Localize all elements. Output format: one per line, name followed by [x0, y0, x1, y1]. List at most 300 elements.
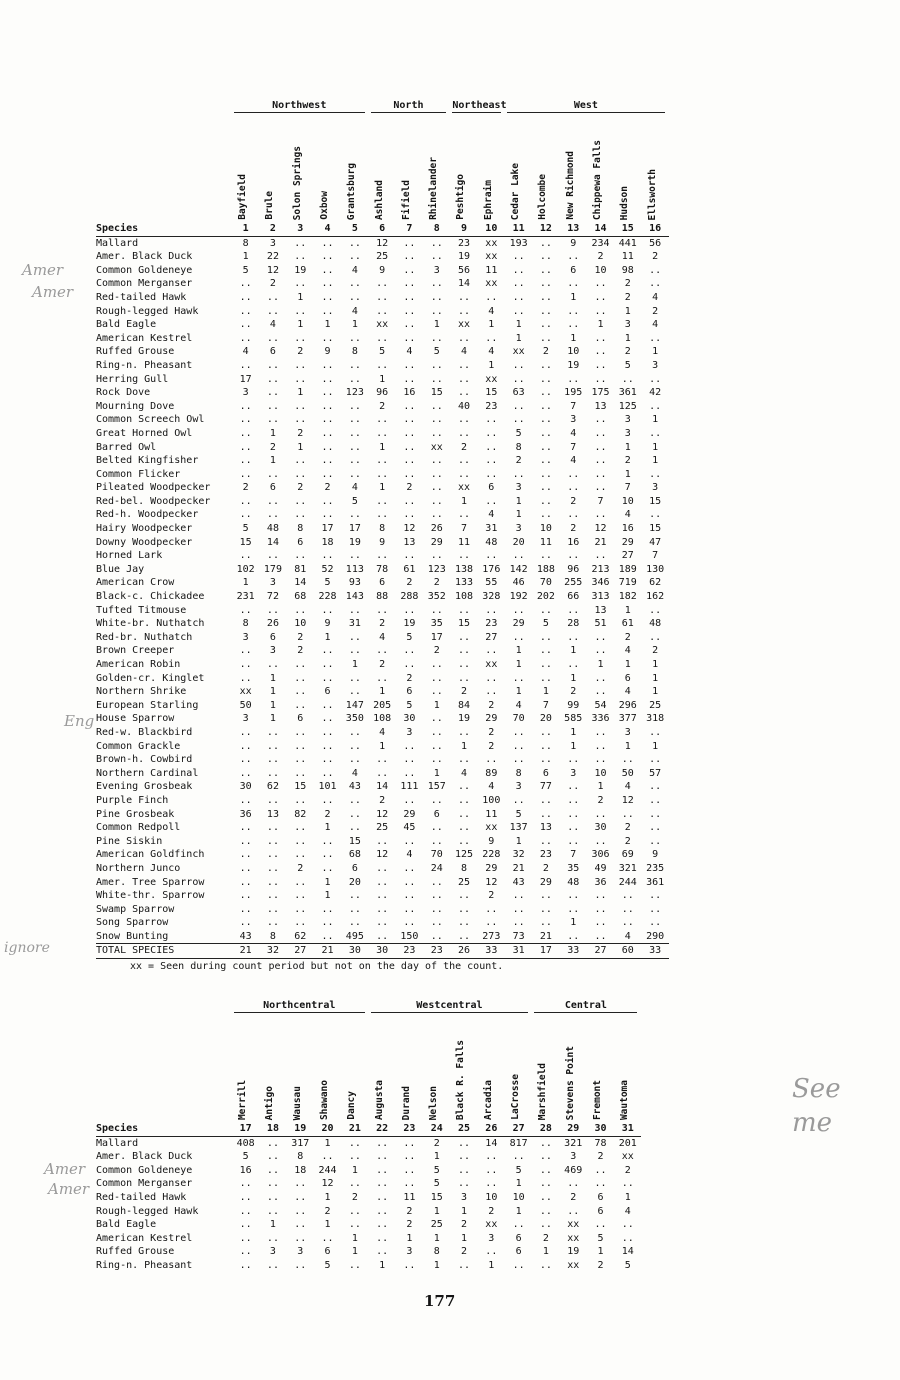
location-header — [341, 1018, 367, 1120]
count-cell: 100 — [482, 794, 501, 806]
count-cell: 2 — [242, 482, 249, 494]
count-cell: .. — [649, 373, 662, 385]
species-name: Common Goldeneye — [96, 1164, 193, 1176]
count-cell: 6 — [488, 482, 495, 494]
count-cell: .. — [512, 740, 525, 752]
table-row — [96, 236, 669, 250]
count-cell: .. — [649, 808, 662, 820]
count-cell: 9 — [488, 835, 495, 847]
total-cell: 30 — [368, 944, 395, 959]
count-cell: 6 — [379, 577, 386, 589]
count-cell: .. — [512, 550, 525, 562]
column-number: 15 — [614, 222, 641, 236]
count-cell: 61 — [403, 563, 416, 575]
count-cell: .. — [430, 468, 443, 480]
count-cell: 408 — [236, 1137, 255, 1149]
table-row — [96, 848, 669, 862]
count-cell: 4 — [624, 1205, 631, 1217]
count-cell: .. — [567, 835, 580, 847]
location-name: Grantsburg — [346, 162, 358, 220]
column-number: 25 — [450, 1122, 477, 1136]
region-header: Central — [534, 1000, 637, 1011]
count-cell: 192 — [509, 591, 528, 603]
count-cell: xx — [458, 319, 471, 331]
count-cell: 336 — [591, 713, 610, 725]
count-cell: .. — [294, 754, 307, 766]
count-cell: 2 — [379, 659, 386, 670]
count-cell: .. — [294, 305, 307, 317]
count-cell: .. — [294, 237, 307, 249]
count-cell: 2 — [269, 441, 276, 453]
table-row — [96, 345, 669, 359]
count-cell: 15 — [348, 835, 361, 847]
count-cell: 5 — [324, 1259, 331, 1271]
count-cell: .. — [348, 794, 361, 806]
count-cell: .. — [266, 604, 279, 616]
count-cell: .. — [376, 862, 389, 874]
handwritten-note: ignore — [4, 940, 50, 956]
count-cell: 108 — [373, 713, 392, 725]
location-header — [478, 1018, 504, 1120]
count-cell: 9 — [379, 536, 386, 548]
count-cell: 1 — [542, 686, 549, 698]
count-cell: 8 — [515, 767, 522, 779]
count-cell: 2 — [624, 346, 631, 358]
count-cell: 13 — [594, 400, 607, 412]
count-cell: .. — [539, 251, 552, 263]
count-cell: .. — [594, 482, 607, 494]
count-cell: 235 — [646, 862, 665, 874]
species-name: Red-h. Woodpecker — [96, 509, 199, 521]
count-cell: .. — [512, 305, 525, 317]
count-cell: .. — [266, 1151, 279, 1163]
count-cell: .. — [294, 835, 307, 847]
count-cell: 3 — [624, 414, 631, 426]
species-name: Mourning Dove — [96, 400, 175, 412]
count-cell: 99 — [567, 699, 580, 711]
count-cell: .. — [458, 1137, 471, 1149]
count-cell: .. — [430, 251, 443, 263]
column-number: 2 — [259, 222, 286, 236]
count-cell: .. — [294, 332, 307, 344]
count-cell: .. — [485, 604, 498, 616]
count-cell: 27 — [621, 550, 634, 562]
count-cell: 4 — [570, 455, 577, 467]
count-cell: .. — [649, 917, 662, 929]
count-cell: 48 — [266, 523, 279, 535]
count-cell: 19 — [567, 359, 580, 371]
count-cell: .. — [403, 1259, 416, 1271]
count-cell: 1 — [461, 1205, 468, 1217]
count-cell: .. — [403, 835, 416, 847]
count-cell: .. — [512, 794, 525, 806]
count-cell: 346 — [591, 577, 610, 589]
count-cell: .. — [348, 1205, 361, 1217]
column-number: 26 — [478, 1122, 505, 1136]
count-cell: 101 — [318, 781, 337, 793]
count-cell: .. — [294, 794, 307, 806]
table-row — [96, 889, 669, 903]
count-cell: .. — [266, 291, 279, 303]
count-cell: 6 — [406, 686, 413, 698]
count-cell: 2 — [624, 822, 631, 834]
table-row — [96, 522, 669, 536]
count-cell: .. — [376, 645, 389, 657]
count-cell: .. — [430, 876, 443, 888]
count-cell: .. — [403, 1137, 416, 1149]
count-cell: 3 — [242, 387, 249, 399]
count-cell: 70 — [512, 713, 525, 725]
count-cell: 10 — [485, 1191, 498, 1203]
count-cell: 1 — [433, 1151, 440, 1163]
count-cell: .. — [294, 278, 307, 290]
count-cell: 2 — [406, 482, 413, 494]
count-cell: 4 — [351, 264, 358, 276]
count-cell: .. — [539, 1178, 552, 1190]
table-row — [96, 780, 669, 794]
count-cell: .. — [403, 1151, 416, 1163]
count-cell: .. — [539, 441, 552, 453]
count-cell: .. — [539, 1164, 552, 1176]
count-cell: .. — [430, 890, 443, 902]
count-cell: .. — [567, 930, 580, 942]
count-cell: 10 — [621, 495, 634, 507]
count-cell: .. — [594, 754, 607, 766]
count-cell: 1 — [515, 319, 522, 331]
count-cell: .. — [321, 1151, 334, 1163]
count-cell: .. — [294, 400, 307, 412]
count-cell: 179 — [263, 563, 282, 575]
count-cell: .. — [594, 509, 607, 521]
count-cell: .. — [348, 1219, 361, 1231]
region-header: Northcentral — [234, 1000, 365, 1011]
count-cell: 1 — [324, 822, 331, 834]
count-cell: .. — [266, 373, 279, 385]
table-row — [96, 264, 669, 278]
count-cell: .. — [266, 400, 279, 412]
count-cell: 1 — [515, 659, 522, 670]
count-cell: .. — [458, 305, 471, 317]
species-name: White-br. Nuthatch — [96, 618, 205, 630]
count-cell: .. — [266, 862, 279, 874]
count-cell: .. — [266, 495, 279, 507]
table-row — [96, 712, 669, 726]
count-cell: 157 — [427, 781, 446, 793]
count-cell: .. — [348, 441, 361, 453]
region-header: Westcentral — [371, 1000, 529, 1011]
location-name: Peshtigo — [455, 174, 467, 220]
location-name: Fremont — [591, 1079, 603, 1120]
count-cell: 2 — [624, 1164, 631, 1176]
count-cell: 201 — [618, 1137, 637, 1149]
count-cell: .. — [458, 1178, 471, 1190]
count-cell: 43 — [239, 930, 252, 942]
count-cell: .. — [266, 835, 279, 847]
count-cell: 52 — [321, 563, 334, 575]
count-cell: .. — [321, 359, 334, 371]
species-name: American Kestrel — [96, 332, 193, 344]
total-cell: 31 — [505, 944, 532, 959]
count-cell: .. — [512, 726, 525, 738]
count-cell: .. — [376, 835, 389, 847]
count-cell: 3 — [269, 645, 276, 657]
count-cell: 3 — [461, 1191, 468, 1203]
location-header — [560, 1018, 586, 1120]
count-cell: .. — [567, 822, 580, 834]
count-cell: 205 — [373, 699, 392, 711]
table-row — [96, 604, 669, 618]
count-cell: 108 — [454, 591, 474, 603]
count-cell: .. — [649, 332, 662, 344]
count-cell: .. — [376, 359, 389, 371]
count-cell: xx — [239, 686, 252, 698]
count-cell: 7 — [461, 523, 468, 535]
count-cell: 162 — [646, 591, 665, 603]
count-cell: .. — [403, 237, 416, 249]
count-cell: .. — [649, 835, 662, 847]
count-cell: 14 — [266, 536, 279, 548]
count-cell: 1 — [515, 495, 522, 507]
count-cell: .. — [403, 1178, 416, 1190]
column-number: 8 — [423, 222, 450, 236]
table-row — [96, 644, 669, 658]
count-cell: 2 — [433, 645, 440, 657]
count-cell: 12 — [376, 237, 389, 249]
count-cell: 23 — [539, 849, 552, 861]
count-cell: .. — [376, 1232, 389, 1244]
count-cell: 4 — [461, 767, 468, 779]
count-cell: xx — [567, 1219, 580, 1231]
count-cell: 5 — [433, 1164, 440, 1176]
count-cell: .. — [348, 808, 361, 820]
species-name: Bald Eagle — [96, 1219, 157, 1231]
table-row — [96, 1205, 641, 1219]
count-cell: .. — [294, 604, 307, 616]
count-cell: .. — [403, 305, 416, 317]
count-cell: 2 — [297, 645, 304, 657]
count-cell: .. — [294, 672, 307, 684]
table-row — [96, 726, 669, 740]
count-cell: 5 — [542, 618, 549, 630]
count-cell: .. — [512, 414, 525, 426]
count-cell: .. — [239, 509, 252, 521]
count-cell: .. — [649, 509, 662, 521]
species-name: Ring-n. Pheasant — [96, 359, 193, 371]
count-cell: 3 — [515, 482, 522, 494]
total-cell: 33 — [641, 944, 668, 959]
count-cell: .. — [512, 917, 525, 929]
count-cell: .. — [376, 1191, 389, 1203]
count-cell: xx — [485, 278, 498, 290]
count-cell: .. — [594, 468, 607, 480]
location-name: Durand — [400, 1085, 412, 1120]
total-cell: 32 — [259, 944, 286, 959]
count-cell: 2 — [515, 455, 522, 467]
column-number: 10 — [478, 222, 505, 236]
count-cell: .. — [239, 849, 252, 861]
count-cell: 12 — [403, 523, 416, 535]
count-cell: 7 — [570, 441, 577, 453]
count-cell: 12 — [321, 1178, 334, 1190]
count-cell: .. — [458, 414, 471, 426]
count-cell: .. — [348, 550, 361, 562]
count-cell: .. — [376, 1205, 389, 1217]
count-cell: .. — [539, 495, 552, 507]
count-cell: .. — [430, 917, 443, 929]
count-cell: .. — [485, 468, 498, 480]
count-cell: .. — [567, 631, 580, 643]
table-row — [96, 508, 669, 522]
count-cell: .. — [376, 1164, 389, 1176]
count-cell: .. — [239, 876, 252, 888]
count-cell: 4 — [652, 291, 659, 303]
count-cell: .. — [239, 305, 252, 317]
count-cell: .. — [266, 1205, 279, 1217]
column-number: 19 — [287, 1122, 314, 1136]
count-cell: 63 — [512, 387, 525, 399]
location-name: Fifield — [400, 179, 412, 220]
count-cell: 2 — [624, 835, 631, 847]
count-cell: 2 — [297, 427, 304, 439]
count-cell: .. — [567, 251, 580, 263]
count-cell: .. — [348, 455, 361, 467]
count-cell: 5 — [515, 1164, 522, 1176]
count-cell: .. — [430, 482, 443, 494]
count-cell: 45 — [403, 822, 416, 834]
count-cell: 14 — [621, 1246, 634, 1258]
count-cell: xx — [485, 251, 498, 263]
species-name: Tufted Titmouse — [96, 604, 187, 616]
count-cell: .. — [485, 1151, 498, 1163]
count-cell: 3 — [269, 1246, 276, 1258]
table-row — [96, 318, 669, 332]
count-cell: .. — [485, 903, 498, 915]
species-name: Common Screech Owl — [96, 414, 205, 426]
count-cell: 62 — [266, 781, 279, 793]
count-cell: 24 — [430, 862, 443, 874]
count-cell: xx — [567, 1232, 580, 1244]
count-cell: .. — [458, 890, 471, 902]
count-cell: 43 — [512, 876, 525, 888]
count-cell: .. — [430, 659, 443, 670]
count-cell: .. — [294, 699, 307, 711]
count-cell: 111 — [400, 781, 419, 793]
count-cell: 2 — [324, 808, 331, 820]
count-cell: .. — [539, 672, 552, 684]
count-cell: 4 — [351, 482, 358, 494]
species-name: Common Grackle — [96, 740, 181, 752]
count-cell: 19 — [348, 536, 361, 548]
count-cell: 16 — [403, 387, 416, 399]
count-cell: .. — [512, 359, 525, 371]
count-cell: 102 — [236, 563, 255, 575]
count-cell: .. — [294, 726, 307, 738]
count-cell: 1 — [379, 482, 386, 494]
count-cell: .. — [485, 455, 498, 467]
species-name: Rock Dove — [96, 387, 151, 399]
species-name: Herring Gull — [96, 373, 169, 385]
count-cell: .. — [621, 1178, 634, 1190]
species-name: Mallard — [96, 1137, 139, 1149]
location-name: Stevens Point — [564, 1045, 576, 1120]
count-cell: 2 — [461, 1219, 468, 1231]
count-cell: 4 — [652, 319, 659, 331]
count-cell: .. — [321, 332, 334, 344]
table-row — [96, 576, 669, 590]
count-cell: .. — [539, 890, 552, 902]
count-cell: .. — [294, 890, 307, 902]
count-cell: 3 — [624, 427, 631, 439]
count-cell: .. — [430, 509, 443, 521]
species-name: Downy Woodpecker — [96, 536, 193, 548]
count-cell: .. — [594, 332, 607, 344]
count-cell: .. — [239, 890, 252, 902]
count-cell: .. — [239, 1191, 252, 1203]
count-cell: 6 — [297, 713, 304, 725]
table-row — [96, 277, 669, 291]
count-cell: 2 — [570, 495, 577, 507]
count-cell: .. — [239, 550, 252, 562]
count-cell: .. — [294, 686, 307, 698]
count-cell: 1 — [570, 332, 577, 344]
count-cell: .. — [430, 713, 443, 725]
table-row — [96, 916, 669, 930]
count-cell: 4 — [269, 319, 276, 331]
species-column-header: Species — [96, 222, 232, 236]
count-cell: 1 — [488, 319, 495, 331]
count-cell: .. — [594, 686, 607, 698]
count-cell: .. — [649, 794, 662, 806]
count-cell: .. — [512, 400, 525, 412]
count-cell: .. — [485, 550, 498, 562]
count-cell: 7 — [597, 495, 604, 507]
count-cell: .. — [321, 441, 334, 453]
count-cell: 70 — [539, 577, 552, 589]
count-cell: .. — [594, 373, 607, 385]
count-cell: .. — [403, 645, 416, 657]
count-cell: .. — [567, 305, 580, 317]
region-header: North — [371, 100, 447, 111]
count-cell: 1 — [542, 1246, 549, 1258]
count-cell: .. — [239, 1205, 252, 1217]
count-cell: .. — [239, 400, 252, 412]
count-cell: 29 — [485, 862, 498, 874]
count-cell: .. — [594, 631, 607, 643]
count-cell: 78 — [594, 1137, 607, 1149]
species-name: Mallard — [96, 237, 139, 249]
count-cell: 1 — [652, 455, 659, 467]
column-number: 18 — [259, 1122, 286, 1136]
count-cell: 2 — [542, 862, 549, 874]
column-number: 11 — [505, 222, 532, 236]
count-cell: .. — [348, 740, 361, 752]
count-cell: 4 — [379, 726, 386, 738]
table-row — [96, 767, 669, 781]
count-cell: 2 — [297, 862, 304, 874]
count-cell: 2 — [324, 1205, 331, 1217]
count-cell: 19 — [567, 1246, 580, 1258]
count-cell: .. — [239, 672, 252, 684]
count-cell: .. — [594, 1219, 607, 1231]
count-cell: .. — [621, 373, 634, 385]
region-underline — [371, 112, 447, 113]
count-cell: 4 — [488, 781, 495, 793]
count-cell: 244 — [318, 1164, 337, 1176]
count-cell: .. — [294, 822, 307, 834]
count-cell: .. — [239, 414, 252, 426]
total-cell: 33 — [560, 944, 587, 959]
count-cell: 7 — [624, 482, 631, 494]
